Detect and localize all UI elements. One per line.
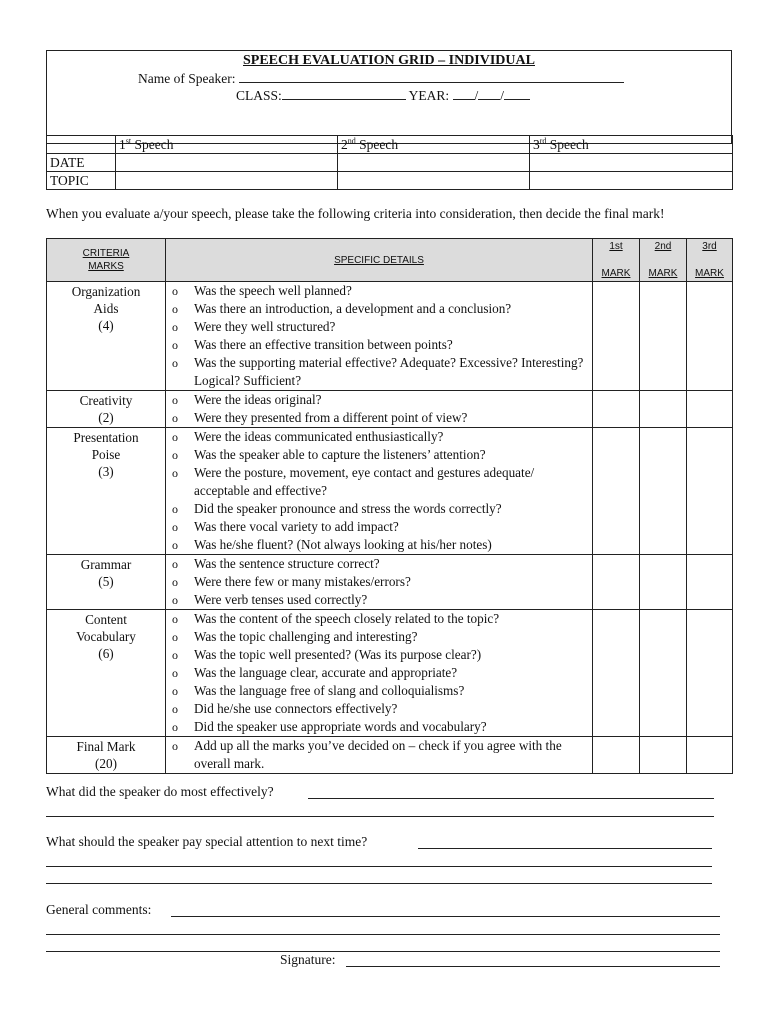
bullet-icon: o — [172, 612, 178, 626]
list-item-text: Were the ideas communicated enthusiastically? — [194, 429, 444, 444]
list-item-text: Was the topic challenging and interesting? — [194, 629, 418, 644]
general-comments-label: General comments: — [46, 902, 152, 917]
criteria-name-line: (20) — [95, 756, 117, 771]
list-item-text: Were verb tenses used correctly? — [194, 592, 368, 607]
list-item-text: Did the speaker use appropriate words and vocabulary? — [194, 719, 487, 734]
mark-1-field[interactable] — [593, 282, 640, 391]
year-year-field[interactable] — [504, 87, 530, 100]
list-item — [172, 282, 588, 300]
speaker-name-field[interactable] — [239, 70, 624, 83]
list-item-text: Was the sentence structure correct? — [194, 556, 380, 571]
bullet-icon: o — [172, 520, 178, 534]
year-label: YEAR: — [408, 88, 450, 103]
criteria-row — [47, 428, 733, 555]
list-item-text: Were there few or many mistakes/errors? — [194, 574, 411, 589]
list-item-text: Was he/she fluent? (Not always looking at his/her notes) — [194, 537, 492, 552]
mark-1-field[interactable] — [593, 428, 640, 555]
bullet-icon: o — [172, 393, 178, 407]
list-item — [172, 591, 588, 609]
criteria-details — [166, 610, 593, 737]
criteria-name-line: Final Mark — [76, 739, 136, 754]
date-speech-1-field[interactable] — [116, 154, 338, 172]
criteria-row — [47, 391, 733, 428]
list-item — [172, 354, 588, 390]
list-item — [172, 573, 588, 591]
mark-3-field[interactable] — [687, 391, 733, 428]
list-item — [172, 700, 588, 718]
list-item — [172, 628, 588, 646]
year-day-field[interactable] — [453, 87, 475, 100]
details-header: SPECIFIC DETAILS — [166, 239, 593, 282]
criteria-name-line: Creativity — [79, 393, 133, 408]
mark-2-field[interactable] — [640, 737, 687, 774]
question-most-effective: What did the speaker do most effectively? — [46, 784, 274, 799]
criteria-name-line: Grammar — [80, 557, 132, 572]
criteria-details — [166, 737, 593, 774]
list-item-text: Was the content of the speech closely related to the topic? — [194, 611, 500, 626]
date-speech-3-field[interactable] — [530, 154, 733, 172]
list-item — [172, 555, 588, 573]
answer-line[interactable] — [46, 934, 720, 935]
bullet-icon: o — [172, 684, 178, 698]
answer-line[interactable] — [46, 816, 714, 817]
table-row — [47, 154, 733, 172]
mark-1-field[interactable] — [593, 610, 640, 737]
date-label: DATE — [47, 154, 116, 172]
bullet-icon: o — [172, 630, 178, 644]
criteria-details — [166, 282, 593, 391]
criteria-header — [47, 239, 166, 282]
bullet-icon: o — [172, 284, 178, 298]
year-month-field[interactable] — [478, 87, 500, 100]
signature-label: Signature: — [280, 952, 336, 967]
mark-2-field[interactable] — [640, 555, 687, 610]
criteria-row — [47, 737, 733, 774]
list-item — [172, 518, 588, 536]
bullet-icon: o — [172, 338, 178, 352]
bullet-icon: o — [172, 702, 178, 716]
criteria-row — [47, 610, 733, 737]
list-item — [172, 428, 588, 446]
list-item-text: Did the speaker pronounce and stress the words correctly? — [194, 501, 502, 516]
bullet-icon: o — [172, 648, 178, 662]
criteria-name — [47, 282, 166, 391]
criteria-name-line: (3) — [98, 464, 114, 479]
criteria-row — [47, 555, 733, 610]
bullet-icon: o — [172, 739, 178, 753]
criteria-name-line: (2) — [98, 410, 114, 425]
list-item — [172, 464, 588, 500]
bullet-icon: o — [172, 557, 178, 571]
mark-2-field[interactable] — [640, 282, 687, 391]
list-item — [172, 409, 588, 427]
mark-1-header: 1st MARK — [593, 239, 640, 282]
criteria-details — [166, 555, 593, 610]
criteria-header-line-1: CRITERIA — [82, 248, 130, 259]
signature-line[interactable] — [346, 966, 720, 967]
bullet-icon: o — [172, 448, 178, 462]
list-item-text: Were they well structured? — [194, 319, 336, 334]
question-attention-next-time: What should the speaker pay special attention to next time? — [46, 834, 368, 849]
speaker-name-line — [138, 70, 624, 87]
list-item-text: Was there vocal variety to add impact? — [194, 519, 399, 534]
answer-line[interactable] — [46, 883, 712, 884]
speech-1-header: 1st Speech — [116, 136, 338, 154]
criteria-name-line: (5) — [98, 574, 114, 589]
answer-line[interactable] — [46, 951, 720, 952]
list-item — [172, 718, 588, 736]
list-item — [172, 318, 588, 336]
topic-speech-2-field[interactable] — [338, 172, 530, 190]
list-item — [172, 646, 588, 664]
topic-label: TOPIC — [47, 172, 116, 190]
mark-2-field[interactable] — [640, 610, 687, 737]
class-field[interactable] — [282, 87, 406, 100]
bullet-icon: o — [172, 430, 178, 444]
list-item-text: Were the posture, movement, eye contact and gestures adequate/ acceptable and effective? — [194, 465, 535, 498]
criteria-name — [47, 391, 166, 428]
speech-3-header: 3rd Speech — [530, 136, 733, 154]
mark-3-field[interactable] — [687, 610, 733, 737]
mark-2-field[interactable] — [640, 428, 687, 555]
criteria-name-line: Presentation — [73, 430, 139, 445]
list-item — [172, 300, 588, 318]
bullet-icon: o — [172, 666, 178, 680]
criteria-name — [47, 610, 166, 737]
answer-line[interactable] — [418, 848, 712, 849]
mark-3-field[interactable] — [687, 555, 733, 610]
criteria-table — [46, 238, 733, 774]
list-item-text: Did he/she use connectors effectively? — [194, 701, 398, 716]
mark-3-header: 3rd MARK — [687, 239, 733, 282]
mark-1-field[interactable] — [593, 391, 640, 428]
mark-1-field[interactable] — [593, 737, 640, 774]
criteria-name-line: Aids — [93, 301, 119, 316]
table-row — [47, 136, 733, 154]
bullet-icon: o — [172, 538, 178, 552]
criteria-header-line-2: MARKS — [88, 261, 124, 272]
list-item-text: Was the language clear, accurate and appropriate? — [194, 665, 458, 680]
criteria-name — [47, 428, 166, 555]
topic-speech-3-field[interactable] — [530, 172, 733, 190]
list-item-text: Was the speaker able to capture the listeners’ attention? — [194, 447, 486, 462]
topic-speech-1-field[interactable] — [116, 172, 338, 190]
mark-1-field[interactable] — [593, 555, 640, 610]
table-row — [47, 172, 733, 190]
bullet-icon: o — [172, 593, 178, 607]
criteria-name-line: Content — [85, 612, 127, 627]
bullet-icon: o — [172, 502, 178, 516]
list-item-text: Was there an effective transition between points? — [194, 337, 453, 352]
class-label: CLASS: — [236, 88, 282, 103]
list-item — [172, 391, 588, 409]
header-box — [46, 50, 732, 144]
mark-3-field[interactable] — [687, 428, 733, 555]
bullet-icon: o — [172, 575, 178, 589]
speech-2-header: 2nd Speech — [338, 136, 530, 154]
table-cell — [47, 136, 116, 154]
list-item-text: Was the speech well planned? — [194, 283, 352, 298]
criteria-name-line: Vocabulary — [76, 629, 136, 644]
date-speech-2-field[interactable] — [338, 154, 530, 172]
page-title: SPEECH EVALUATION GRID – INDIVIDUAL — [243, 53, 535, 68]
speaker-name-label: Name of Speaker: — [138, 71, 236, 86]
list-item — [172, 446, 588, 464]
criteria-name-line: (6) — [98, 646, 114, 661]
bullet-icon: o — [172, 411, 178, 425]
criteria-row — [47, 282, 733, 391]
year-slash: / — [500, 88, 505, 103]
list-item — [172, 336, 588, 354]
criteria-details — [166, 391, 593, 428]
list-item — [172, 682, 588, 700]
list-item-text: Were the ideas original? — [194, 392, 322, 407]
list-item-text: Was the supporting material effective? Adequate? Excessive? Interesting? Logical? Sufficient? — [194, 355, 584, 388]
list-item-text: Was the language free of slang and colloquialisms? — [194, 683, 465, 698]
answer-line[interactable] — [46, 866, 712, 867]
list-item-text: Was there an introduction, a development and a conclusion? — [194, 301, 512, 316]
list-item — [172, 737, 588, 773]
mark-2-field[interactable] — [640, 391, 687, 428]
bullet-icon: o — [172, 466, 178, 480]
answer-line[interactable] — [171, 916, 720, 917]
criteria-name-line: Organization — [71, 284, 141, 299]
bullet-icon: o — [172, 356, 178, 370]
mark-3-field[interactable] — [687, 737, 733, 774]
bullet-icon: o — [172, 720, 178, 734]
table-header-row — [47, 239, 733, 282]
criteria-name-line: Poise — [91, 447, 121, 462]
mark-2-header: 2nd MARK — [640, 239, 687, 282]
class-year-line — [236, 87, 530, 104]
instructions-paragraph: When you evaluate a/your speech, please take the following criteria into consideration, then decide the final mark! — [46, 206, 665, 221]
mark-3-field[interactable] — [687, 282, 733, 391]
bullet-icon: o — [172, 320, 178, 334]
answer-line[interactable] — [308, 798, 714, 799]
criteria-details — [166, 428, 593, 555]
criteria-name — [47, 737, 166, 774]
criteria-name-line: (4) — [98, 318, 114, 333]
list-item — [172, 664, 588, 682]
list-item — [172, 610, 588, 628]
year-slash: / — [474, 88, 479, 103]
list-item — [172, 536, 588, 554]
criteria-name — [47, 555, 166, 610]
speech-dates-table — [46, 135, 733, 190]
list-item-text: Were they presented from a different point of view? — [194, 410, 468, 425]
bullet-icon: o — [172, 302, 178, 316]
list-item — [172, 500, 588, 518]
list-item-text: Was the topic well presented? (Was its purpose clear?) — [194, 647, 482, 662]
list-item-text: Add up all the marks you’ve decided on – check if you agree with the overall mark. — [194, 738, 562, 771]
